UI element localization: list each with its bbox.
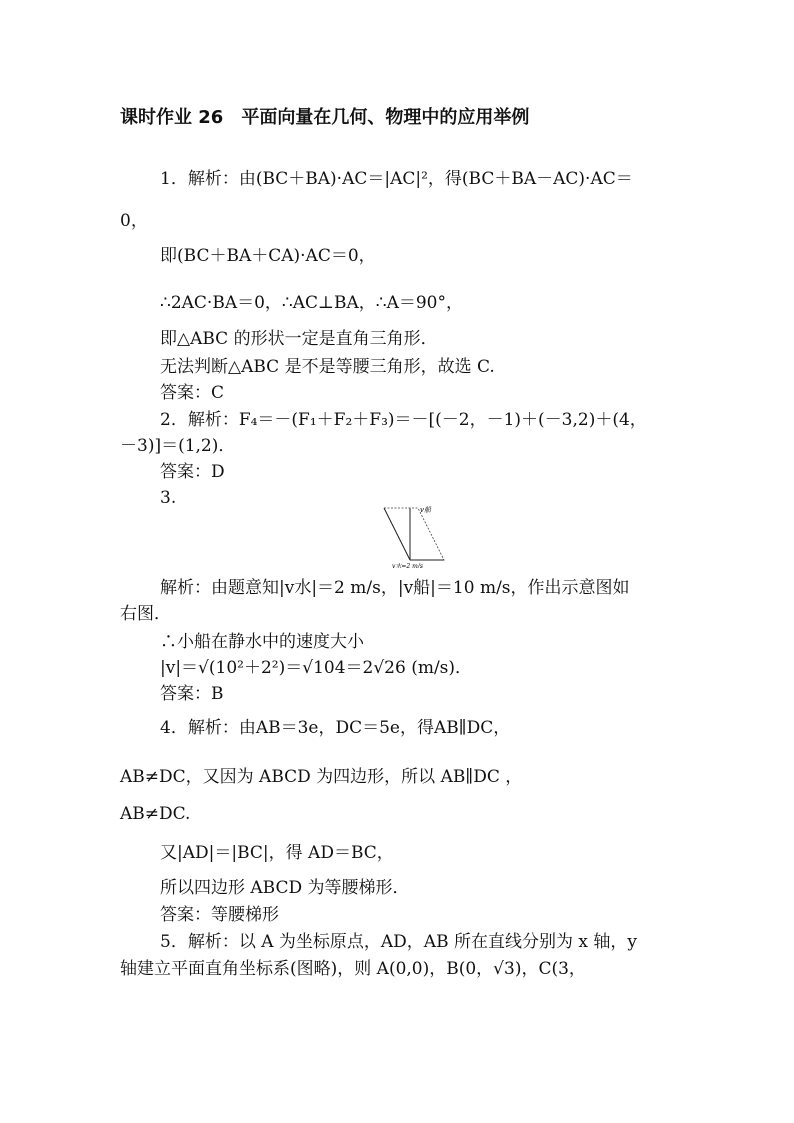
- q2-line-2: －3)]＝(1,2)．: [120, 436, 236, 456]
- q1-line-3: 即(BC＋BA＋CA)·AC＝0，: [160, 246, 376, 266]
- q4-line-5: 所以四边形 ABCD 为等腰梯形．: [160, 878, 410, 898]
- q5-line-1: 5．解析：以 A 为坐标原点，AD，AB 所在直线分别为 x 轴，y: [160, 932, 637, 952]
- q1-line-4: ∴2AC·BA＝0，∴AC⊥BA，∴A＝90°，: [160, 293, 463, 313]
- q5-line-2: 轴建立平面直角坐标系(图略)，则 A(0,0)，B(0，√3)，C(3，: [120, 959, 586, 979]
- fig-label-water: v水=2 m/s: [392, 563, 423, 568]
- q4-line-2: AB≠DC，又因为 ABCD 为四边形，所以 AB∥DC ，: [120, 767, 523, 787]
- q3-line-2: 右图．: [120, 604, 171, 624]
- q1-line-1: 1．解析：由(BC＋BA)·AC＝|AC|²，得(BC＋BA－AC)·AC＝: [160, 169, 633, 189]
- q2-answer: 答案：D: [160, 462, 225, 482]
- q3-answer: 答案：B: [160, 684, 224, 704]
- fig-label-boat: v船: [420, 506, 431, 514]
- velocity-diagram: [378, 502, 450, 568]
- q4-answer: 答案：等腰梯形: [160, 905, 279, 925]
- q3-line-4: |v|＝√(10²＋2²)＝√104＝2√26 (m/s)．: [160, 658, 473, 678]
- page-title: 课时作业 26 平面向量在几何、物理中的应用举例: [120, 107, 530, 128]
- q4-line-4: 又|AD|＝|BC|，得 AD＝BC，: [160, 843, 394, 863]
- q1-line-2: 0，: [120, 211, 148, 231]
- q1-line-5: 即△ABC 的形状一定是直角三角形．: [160, 329, 438, 349]
- resultant-vector-line: [384, 508, 410, 560]
- q3-line-3: ∴小船在静水中的速度大小: [160, 632, 364, 652]
- q1-line-6: 无法判断△ABC 是不是等腰三角形，故选 C.: [160, 357, 495, 377]
- q4-line-3: AB≠DC.: [120, 804, 191, 824]
- q4-line-1: 4．解析：由AB＝3e，DC＝5e，得AB∥DC，: [160, 718, 511, 738]
- q3-number: 3.: [160, 488, 177, 508]
- q1-answer: 答案：C: [160, 383, 225, 403]
- q3-line-1: 解析：由题意知|v水|＝2 m/s，|v船|＝10 m/s，作出示意图如: [160, 578, 630, 598]
- q2-line-1: 2．解析：F₄＝－(F₁＋F₂＋F₃)＝－[(－2，－1)＋(－3,2)＋(4，: [160, 410, 647, 430]
- velocity-parallelogram: [384, 508, 444, 560]
